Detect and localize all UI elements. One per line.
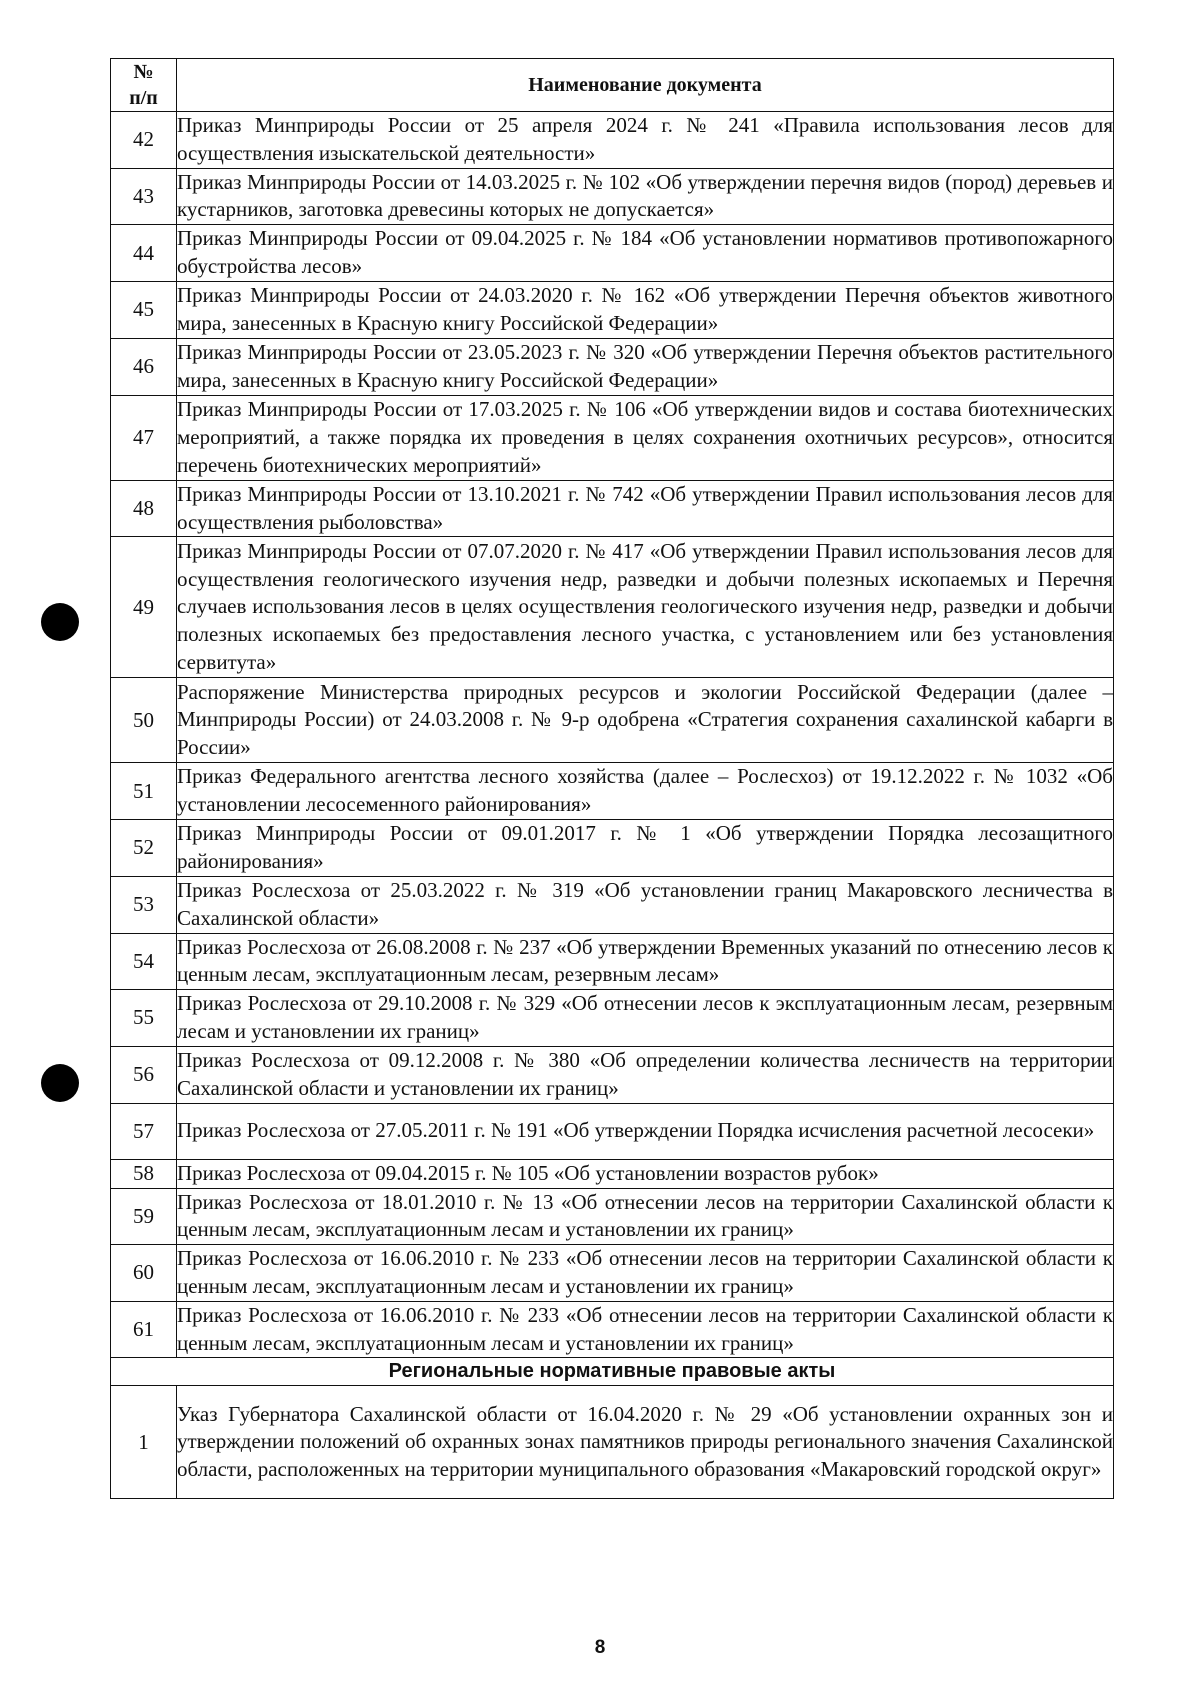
document-title: Приказ Рослесхоза от 18.01.2010 г. № 13 «Об отнесении лесов на территории Сахалинской области к ценным лесам, эксплуатационным лесам и установлении их границ» [177, 1188, 1114, 1245]
row-number: 60 [111, 1245, 177, 1302]
table-row [111, 1159, 1114, 1188]
page-number: 8 [594, 1637, 606, 1658]
name-column-header: Наименование документа [177, 59, 1114, 112]
document-title: Приказ Минприроды России от 14.03.2025 г. № 102 «Об утверждении перечня видов (пород) деревьев и кустарников, заготовка древесины которых не допускается» [177, 168, 1114, 225]
document-title: Приказ Минприроды России от 25 апреля 2024 г. № 241 «Правила использования лесов для осуществления изыскательской деятельности» [177, 112, 1114, 169]
table-row [111, 338, 1114, 395]
main-rows [111, 112, 1114, 1499]
row-number: 48 [111, 480, 177, 537]
table-row [111, 282, 1114, 339]
document-title: Приказ Рослесхоза от 09.04.2015 г. № 105 «Об установлении возрастов рубок» [177, 1159, 1114, 1188]
document-title: Приказ Минприроды России от 09.01.2017 г. № 1 «Об утверждении Порядка лесозащитного районирования» [177, 819, 1114, 876]
row-number: 54 [111, 933, 177, 990]
row-number: 44 [111, 225, 177, 282]
table-row [111, 395, 1114, 480]
table-row [111, 168, 1114, 225]
table-row [111, 225, 1114, 282]
row-number: 57 [111, 1103, 177, 1159]
row-number: 59 [111, 1188, 177, 1245]
table-row [111, 1245, 1114, 1302]
row-number: 47 [111, 395, 177, 480]
row-number: 1 [111, 1386, 177, 1499]
table-row [111, 112, 1114, 169]
table-row [111, 480, 1114, 537]
document-title: Приказ Рослесхоза от 29.10.2008 г. № 329 «Об отнесении лесов к эксплуатационным лесам, резервным лесам и установлении их границ» [177, 990, 1114, 1047]
row-number: 51 [111, 763, 177, 820]
punch-hole-top [41, 603, 79, 641]
row-number: 58 [111, 1159, 177, 1188]
document-title: Приказ Рослесхоза от 09.12.2008 г. № 380 «Об определении количества лесничеств на территории Сахалинской области и установлении их границ» [177, 1046, 1114, 1103]
table-row [111, 537, 1114, 678]
row-number: 52 [111, 819, 177, 876]
row-number: 46 [111, 338, 177, 395]
row-number: 45 [111, 282, 177, 339]
table-row [111, 1103, 1114, 1159]
table-row [111, 1301, 1114, 1358]
document-title: Приказ Рослесхоза от 27.05.2011 г. № 191 «Об утверждении Порядка исчисления расчетной лесосеки» [177, 1103, 1114, 1159]
document-title: Приказ Минприроды России от 09.04.2025 г. № 184 «Об установлении нормативов противопожарного обустройства лесов» [177, 225, 1114, 282]
table-row [111, 990, 1114, 1047]
number-column-header: № п/п [111, 59, 177, 112]
document-title: Приказ Минприроды России от 17.03.2025 г. № 106 «Об утверждении видов и состава биотехнических мероприятий, а также порядка их проведения в целях сохранения охотничьих ресурсов», относится перечень биотехнических мероприятий» [177, 395, 1114, 480]
table-row [111, 876, 1114, 933]
document-title: Приказ Минприроды России от 13.10.2021 г. № 742 «Об утверждении Правил использования лесов для осуществления рыболовства» [177, 480, 1114, 537]
documents-table [110, 58, 1114, 1499]
row-number: 56 [111, 1046, 177, 1103]
table-row [111, 933, 1114, 990]
section-header-row [111, 1358, 1114, 1386]
document-page [110, 58, 1113, 1499]
row-number: 42 [111, 112, 177, 169]
document-title: Приказ Рослесхоза от 16.06.2010 г. № 233 «Об отнесении лесов на территории Сахалинской области к ценным лесам, эксплуатационным лесам и установлении их границ» [177, 1245, 1114, 1302]
document-title: Приказ Рослесхоза от 26.08.2008 г. № 237 «Об утверждении Временных указаний по отнесению лесов к ценным лесам, эксплуатационным лесам, резервным лесам» [177, 933, 1114, 990]
document-title: Распоряжение Министерства природных ресурсов и экологии Российской Федерации (далее – Минприроды России) от 24.03.2008 г. № 9-р одобрена «Стратегия сохранения сахалинской кабарги в России» [177, 678, 1114, 763]
row-number: 49 [111, 537, 177, 678]
punch-hole-bottom [41, 1064, 79, 1102]
table-row [111, 1386, 1114, 1499]
document-title: Приказ Рослесхоза от 16.06.2010 г. № 233 «Об отнесении лесов на территории Сахалинской области к ценным лесам, эксплуатационным лесам и установлении их границ» [177, 1301, 1114, 1358]
row-number: 61 [111, 1301, 177, 1358]
row-number: 53 [111, 876, 177, 933]
document-title: Приказ Рослесхоза от 25.03.2022 г. № 319 «Об установлении границ Макаровского лесничества в Сахалинской области» [177, 876, 1114, 933]
table-row [111, 763, 1114, 820]
row-number: 55 [111, 990, 177, 1047]
table-row [111, 819, 1114, 876]
document-title: Приказ Федерального агентства лесного хозяйства (далее – Рослесхоз) от 19.12.2022 г. № 1032 «Об установлении лесосеменного районирования» [177, 763, 1114, 820]
document-title: Приказ Минприроды России от 07.07.2020 г. № 417 «Об утверждении Правил использования лесов для осуществления геологического изучения недр, разведки и добычи полезных ископаемых и Перечня случаев использования лесов в целях осуществления геологического изучения недр, разведки и добычи полезных ископаемых без предоставления лесного участка, с установлением или без установления сервитута» [177, 537, 1114, 678]
document-title: Приказ Минприроды России от 23.05.2023 г. № 320 «Об утверждении Перечня объектов растительного мира, занесенных в Красную книгу Российской Федерации» [177, 338, 1114, 395]
row-number: 50 [111, 678, 177, 763]
table-row [111, 678, 1114, 763]
table-row [111, 1188, 1114, 1245]
document-title: Указ Губернатора Сахалинской области от 16.04.2020 г. № 29 «Об установлении охранных зон и утверждении положений об охранных зонах памятников природы регионального значения Сахалинской области, расположенных на территории муниципального образования «Макаровский городской округ» [177, 1386, 1114, 1499]
table-header-row [111, 59, 1114, 112]
row-number: 43 [111, 168, 177, 225]
section-title: Региональные нормативные правовые акты [111, 1358, 1114, 1386]
table-row [111, 1046, 1114, 1103]
document-title: Приказ Минприроды России от 24.03.2020 г. № 162 «Об утверждении Перечня объектов животного мира, занесенных в Красную книгу Российской Федерации» [177, 282, 1114, 339]
